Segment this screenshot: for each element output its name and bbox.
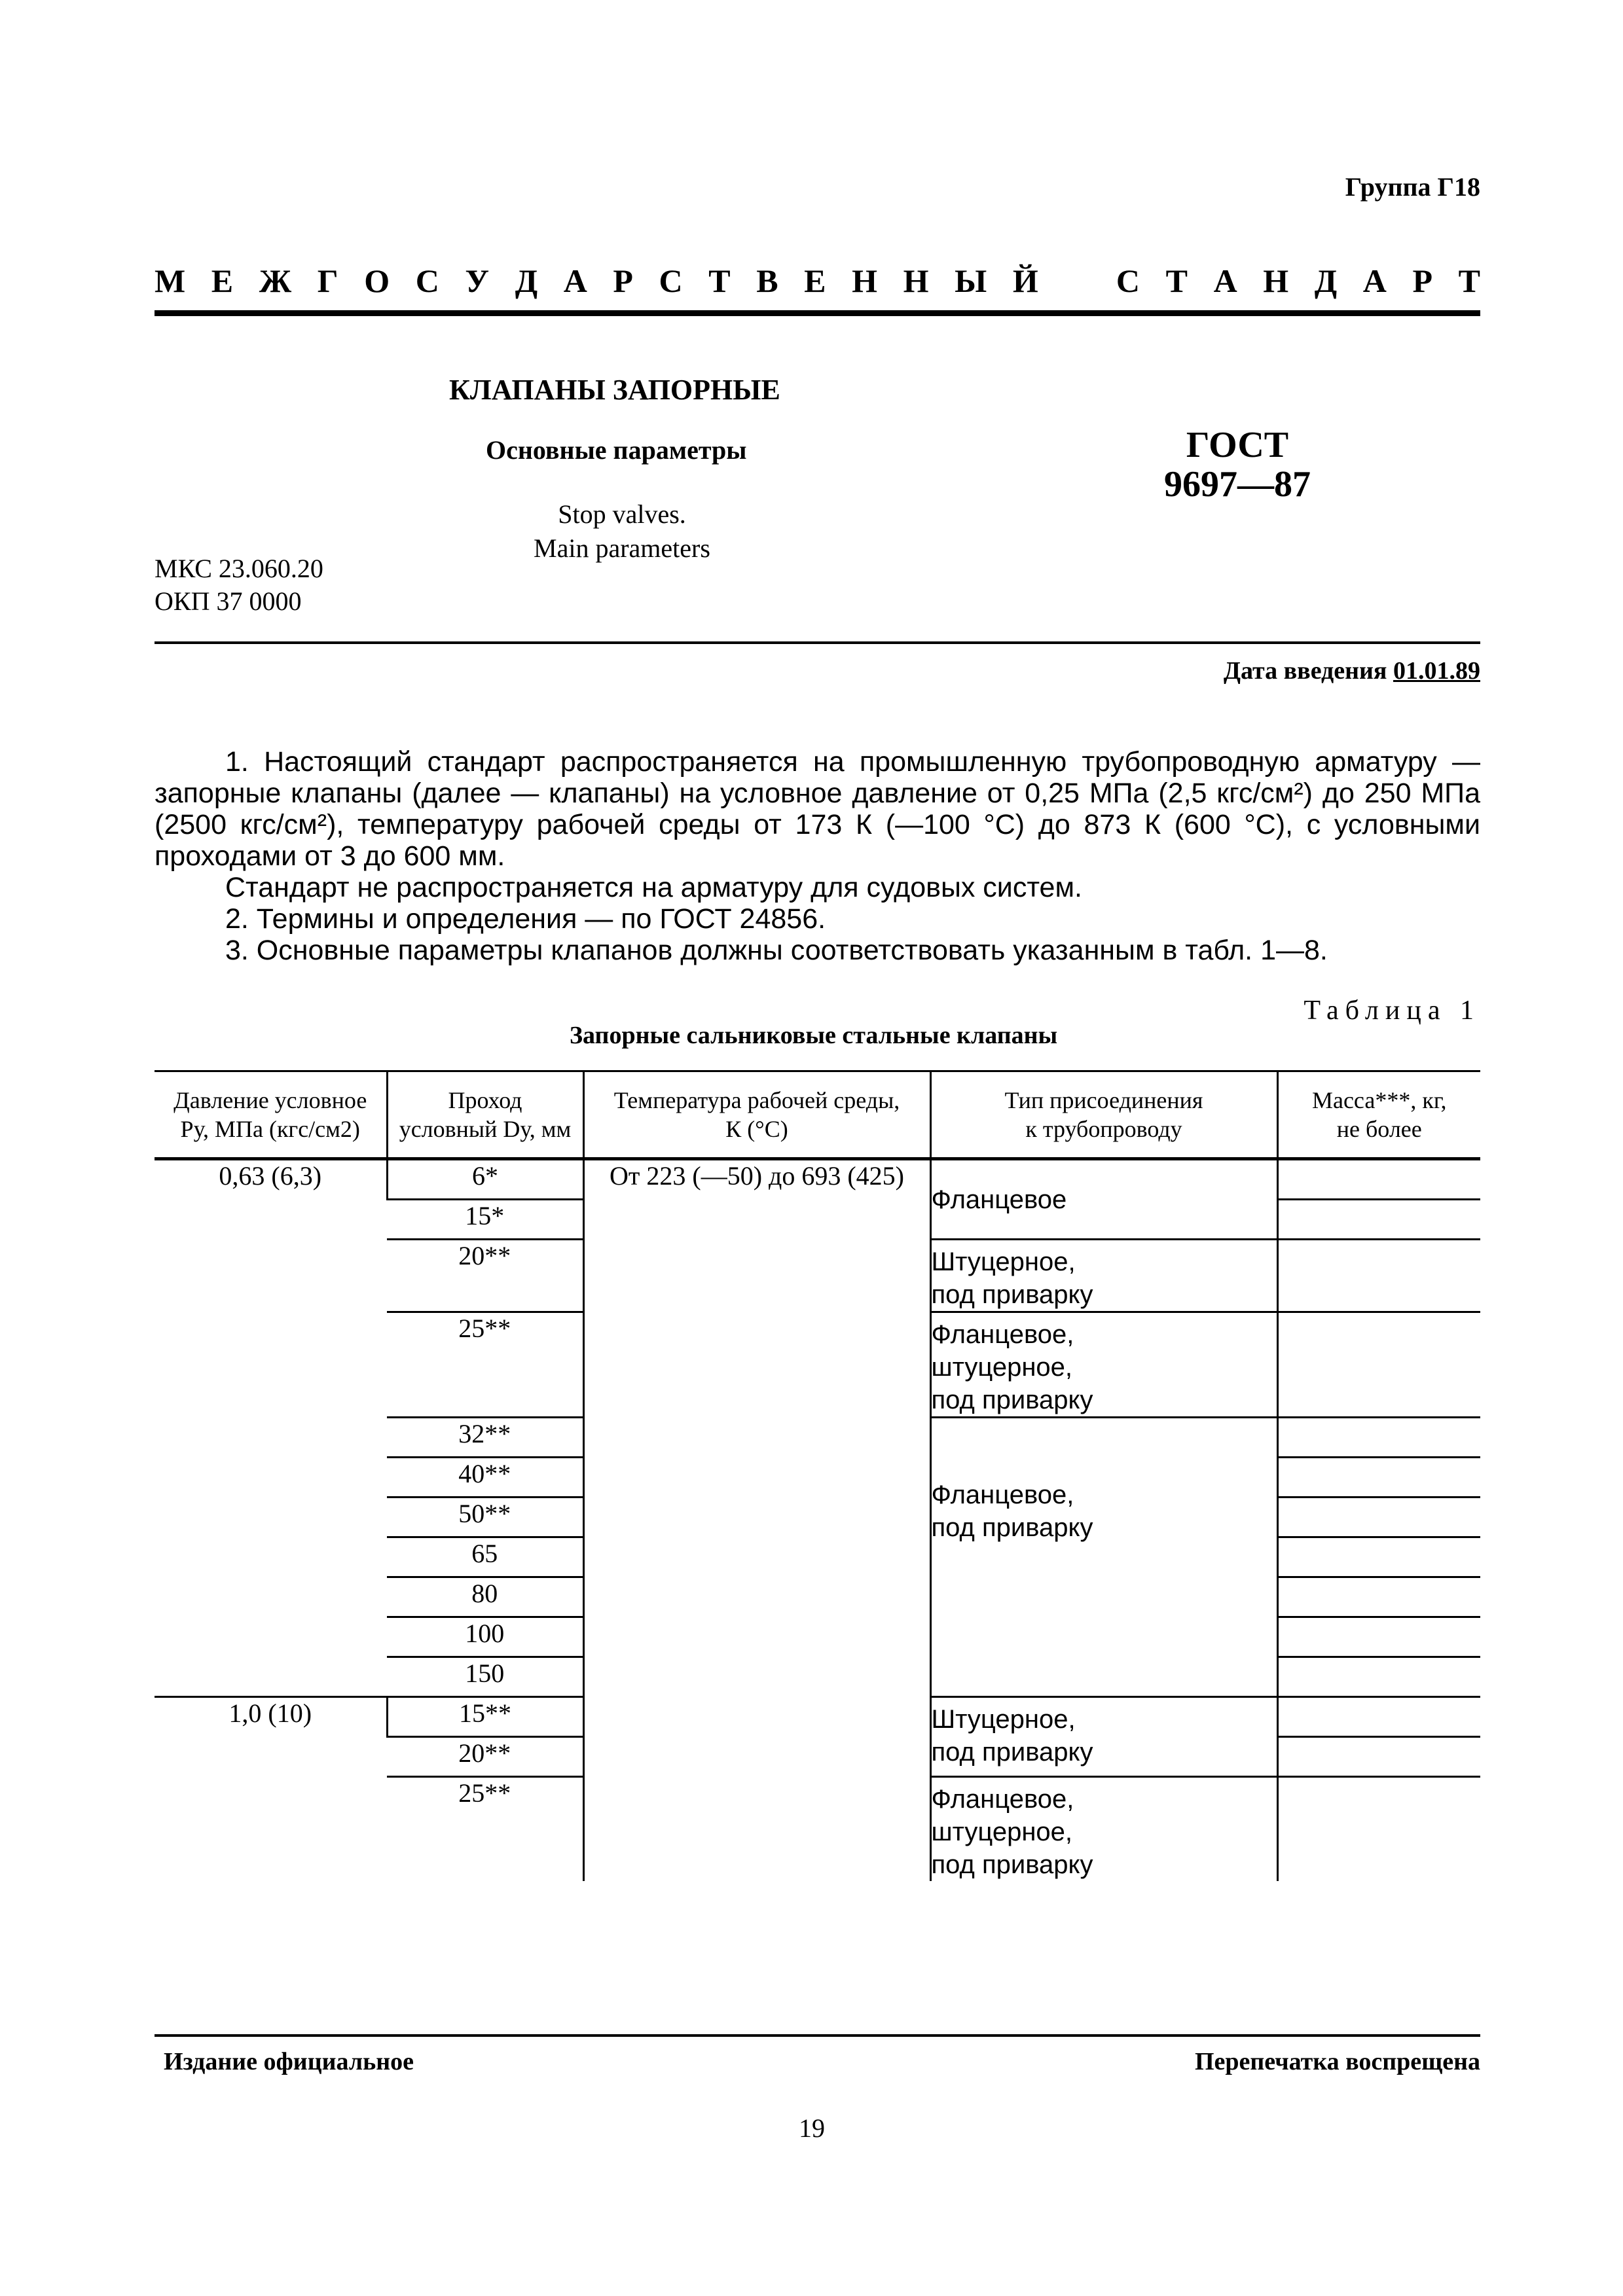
connection-cell	[930, 1697, 1277, 1777]
banner-letter: Т	[708, 262, 731, 299]
banner-letter: С	[415, 262, 439, 299]
table-row	[155, 1159, 1480, 1200]
paragraph-3: 2. Термины и определения — по ГОСТ 24856.	[225, 903, 826, 935]
paragraph-1: 1. Настоящий стандарт распространяется на промышленную трубопроводную арматуру — запорные клапаны (далее — клапаны) на условное давление от 0,25 МПа (2,5 кгс/см²) до 250 МПа (2500 кгс/см²), температуру рабочей среды от 173 К (—100 °С) до 873 К (600 °С), с условными проходами от 3 до 600 мм.	[155, 746, 1480, 872]
mass-cell	[1277, 1458, 1480, 1498]
banner-letter: Д	[1314, 262, 1338, 299]
banner-letter: Н	[852, 262, 878, 299]
header-text: Температура рабочей среды,	[613, 1087, 900, 1113]
banner-letter: Т	[1165, 262, 1188, 299]
diameter-cell: 25**	[387, 1312, 583, 1418]
banner-letter: Н	[903, 262, 929, 299]
mass-cell	[1277, 1312, 1480, 1418]
mass-cell	[1277, 1697, 1480, 1737]
banner-letter: Н	[1263, 262, 1289, 299]
diameter-cell: 100	[387, 1617, 583, 1657]
diameter-cell: 150	[387, 1657, 583, 1697]
banner-letter: А	[1362, 262, 1387, 299]
banner-letter: С	[1116, 262, 1140, 299]
header-text: условный Dу, мм	[399, 1116, 572, 1142]
banner-letter: Е	[211, 262, 234, 299]
banner-letter: Г	[317, 262, 338, 299]
gost-label: ГОСТ	[1186, 425, 1289, 465]
banner-letter: В	[756, 262, 778, 299]
date-label: Дата введения	[1223, 657, 1387, 685]
banner-letter: Ы	[955, 262, 987, 299]
connection-text: под приварку	[931, 1850, 1093, 1879]
mass-cell	[1277, 1418, 1480, 1458]
mass-cell	[1277, 1577, 1480, 1617]
interstate-standard-banner	[155, 262, 1480, 300]
connection-text: Штуцерное,	[931, 1705, 1076, 1734]
header-text: Давление условное	[173, 1087, 367, 1113]
connection-text: Штуцерное,	[931, 1247, 1076, 1276]
header-text: К (°С)	[725, 1116, 788, 1142]
diameter-cell: 15*	[387, 1200, 583, 1240]
header-mass	[1277, 1071, 1480, 1159]
connection-text: под приварку	[931, 1513, 1093, 1542]
date-value: 01.01.89	[1393, 657, 1480, 685]
banner-letter: Р	[613, 262, 633, 299]
header-text: Тип присоединения	[1004, 1087, 1203, 1113]
mass-cell	[1277, 1200, 1480, 1240]
connection-text: штуцерное,	[931, 1353, 1073, 1382]
diameter-cell: 6*	[387, 1159, 583, 1200]
temperature-cell: От 223 (—50) до 693 (425)	[583, 1159, 930, 1882]
mks-code: МКС 23.060.20	[155, 554, 323, 583]
banner-letter: Д	[515, 262, 538, 299]
banner-rule	[155, 310, 1480, 316]
header-connection	[930, 1071, 1277, 1159]
gost-code: 9697—87	[1164, 464, 1311, 505]
header-pressure	[155, 1071, 387, 1159]
page-number: 19	[799, 2113, 825, 2143]
banner-letter: Й	[1012, 262, 1038, 299]
mass-cell	[1277, 1657, 1480, 1697]
mass-cell	[1277, 1777, 1480, 1882]
pressure-cell: 1,0 (10)	[228, 1698, 312, 1728]
header-text: не более	[1336, 1116, 1422, 1142]
connection-cell	[930, 1312, 1277, 1418]
header-rule	[155, 641, 1480, 644]
connection-text: под приварку	[931, 1386, 1093, 1414]
diameter-cell: 50**	[387, 1498, 583, 1537]
connection-cell	[930, 1777, 1277, 1882]
header-text: к трубопроводу	[1025, 1116, 1182, 1142]
reprint-prohibited-note: Перепечатка воспрещена	[1194, 2048, 1480, 2075]
group-code: Группа Г18	[1345, 172, 1480, 202]
english-title	[498, 497, 746, 565]
header-text: Проход	[448, 1087, 522, 1113]
banner-letter: С	[659, 262, 683, 299]
parameters-table	[155, 1070, 1480, 1881]
pressure-cell: 0,63 (6,3)	[155, 1159, 387, 1697]
banner-letter: Е	[804, 262, 826, 299]
header-text: Масса***, кг,	[1311, 1087, 1447, 1113]
diameter-cell: 15**	[387, 1697, 583, 1737]
document-subtitle: Основные параметры	[486, 435, 747, 465]
header-diameter	[387, 1071, 583, 1159]
diameter-cell: 40**	[387, 1458, 583, 1498]
header-text: Pу, МПа (кгс/см2)	[180, 1116, 360, 1142]
banner-gap	[1064, 262, 1090, 300]
connection-text: под приварку	[931, 1738, 1093, 1767]
banner-letter: О	[364, 262, 390, 299]
banner-letter: А	[563, 262, 587, 299]
banner-letter: Ж	[259, 262, 292, 299]
okp-code: ОКП 37 0000	[155, 586, 302, 616]
official-edition-note: Издание официальное	[164, 2048, 414, 2075]
connection-cell	[930, 1240, 1277, 1312]
connection-text: штуцерное,	[931, 1818, 1073, 1846]
diameter-cell: 65	[387, 1537, 583, 1577]
mass-cell	[1277, 1240, 1480, 1312]
header-temperature	[583, 1071, 930, 1159]
banner-letter: Р	[1412, 262, 1433, 299]
banner-letter: А	[1213, 262, 1237, 299]
banner-letter: Т	[1458, 262, 1480, 299]
english-title-line: Stop valves.	[558, 499, 686, 529]
mass-cell	[1277, 1159, 1480, 1200]
table-name: Запорные сальниковые стальные клапаны	[570, 1022, 1058, 1049]
paragraph-4: 3. Основные параметры клапанов должны соответствовать указанным в табл. 1—8.	[225, 935, 1328, 966]
document-title: КЛАПАНЫ ЗАПОРНЫЕ	[449, 374, 780, 406]
diameter-cell: 20**	[387, 1737, 583, 1777]
classification-codes	[155, 552, 323, 618]
effective-date	[1224, 656, 1480, 685]
table-caption: Таблица 1	[1304, 996, 1480, 1026]
connection-text: Фланцевое,	[931, 1320, 1074, 1349]
gost-number	[1159, 425, 1316, 504]
mass-cell	[1277, 1737, 1480, 1777]
mass-cell	[1277, 1498, 1480, 1537]
banner-letter: У	[465, 262, 490, 299]
english-title-line: Main parameters	[534, 533, 710, 563]
footer-rule	[155, 2034, 1480, 2037]
mass-cell	[1277, 1537, 1480, 1577]
banner-letter: М	[155, 262, 186, 299]
connection-text: Фланцевое,	[931, 1480, 1074, 1509]
connection-cell	[930, 1159, 1277, 1240]
diameter-cell: 25**	[458, 1778, 511, 1808]
connection-text: Фланцевое	[931, 1185, 1067, 1214]
diameter-cell: 80	[387, 1577, 583, 1617]
connection-text: под приварку	[931, 1280, 1093, 1309]
mass-cell	[1277, 1617, 1480, 1657]
paragraph-2: Стандарт не распространяется на арматуру для судовых систем.	[225, 872, 1082, 903]
connection-text: Фланцевое,	[931, 1785, 1074, 1814]
diameter-cell: 32**	[387, 1418, 583, 1458]
diameter-cell: 20**	[387, 1240, 583, 1312]
connection-cell	[930, 1418, 1277, 1697]
table-header-row	[155, 1071, 1480, 1159]
